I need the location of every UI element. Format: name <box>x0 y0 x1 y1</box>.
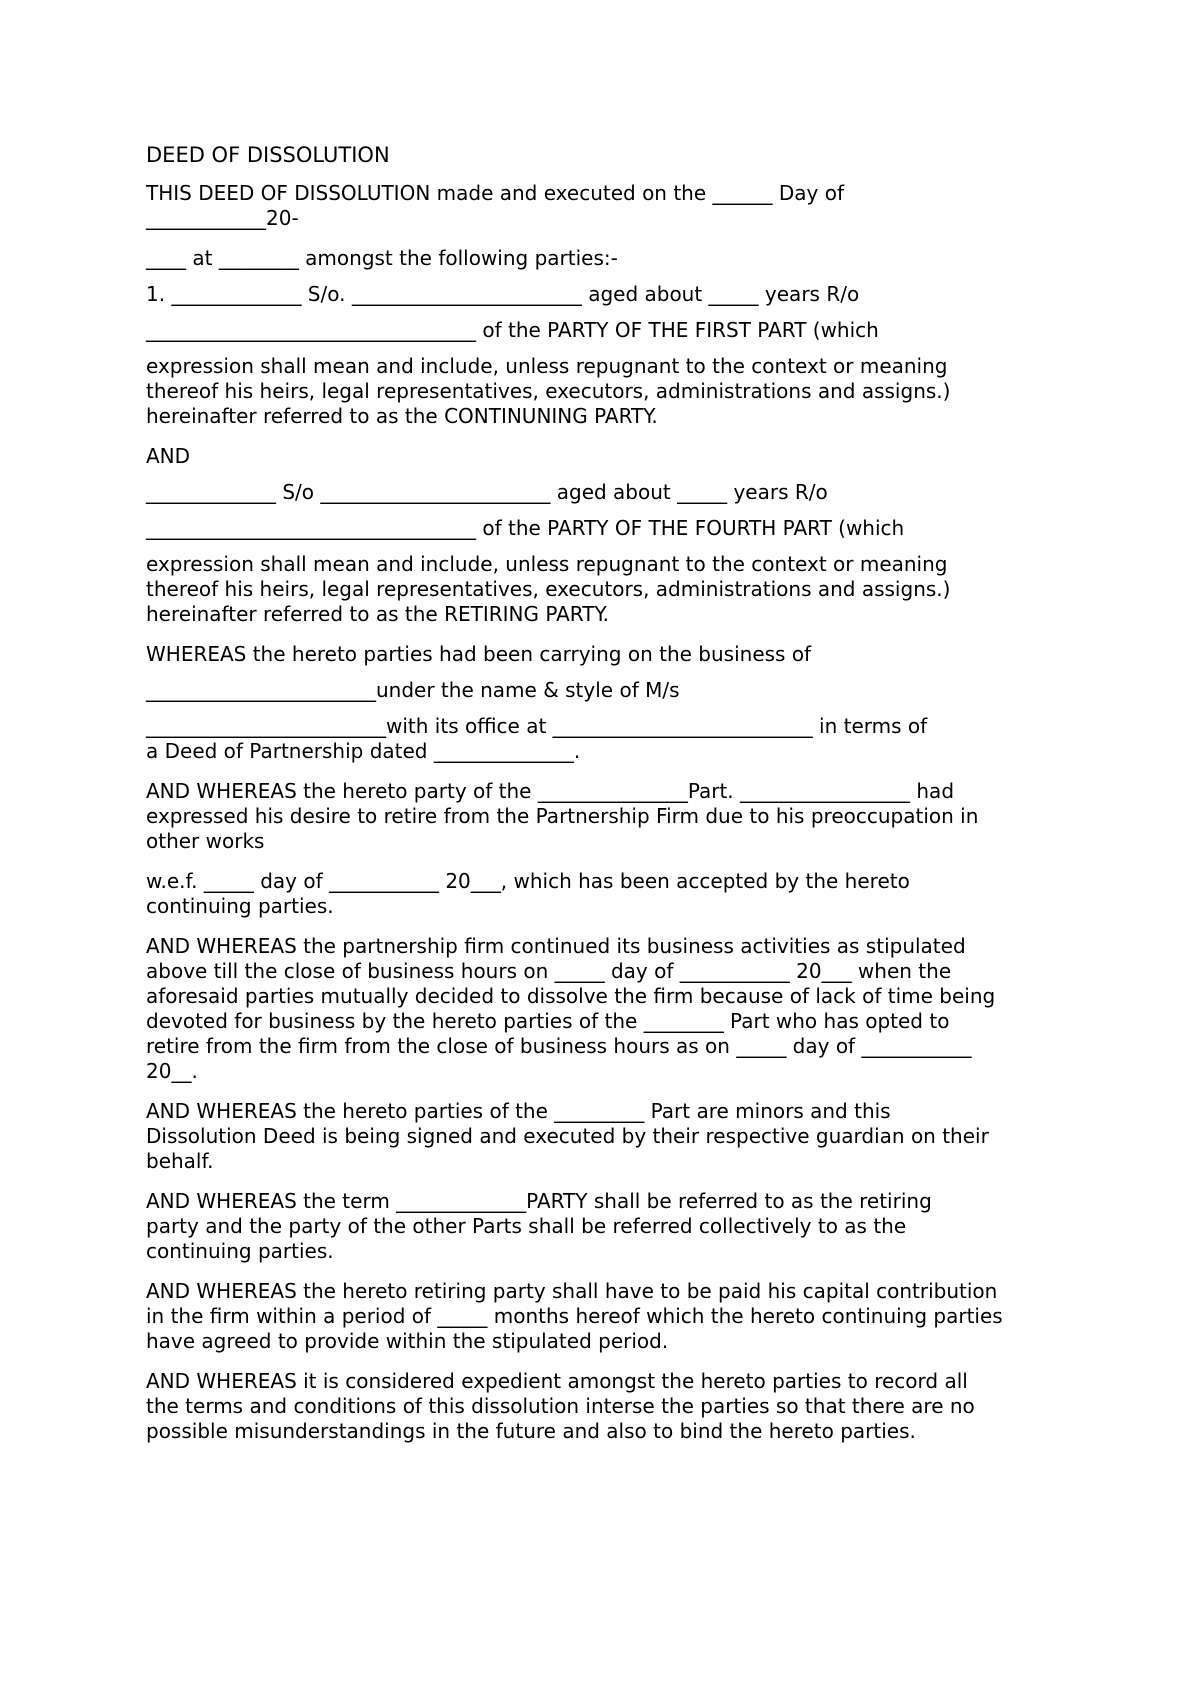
fourth-party-address-line: _________________________________ of the PARTY OF THE FOURTH PART (which <box>146 516 905 540</box>
name-style-line: _______________________under the name & style of M/s <box>146 678 680 702</box>
office-partnership-paragraph: ________________________with its office at __________________________ in terms of a Deed of Partnership dated ______________. <box>146 714 928 763</box>
place-line: ____ at ________ amongst the following parties:- <box>146 246 618 270</box>
fourth-party-line: _____________ S/o _______________________ aged about _____ years R/o <box>146 480 828 504</box>
capital-contribution-paragraph: AND WHEREAS the hereto retiring party shall have to be paid his capital contribution in the firm within a period of _____ months hereof which the hereto continuing parties have agreed to provide within the stipulated period. <box>146 1279 1003 1353</box>
document-page <box>146 143 1066 1459</box>
document-title: DEED OF DISSOLUTION <box>146 143 390 167</box>
minors-paragraph: AND WHEREAS the hereto parties of the _________ Part are minors and this Dissolution Deed is being signed and executed by their respective guardian on their behalf. <box>146 1099 989 1173</box>
first-party-address-line: _________________________________ of the PARTY OF THE FIRST PART (which <box>146 318 879 342</box>
retire-desire-paragraph: AND WHEREAS the hereto party of the _______________Part. _________________ had expressed his desire to retire from the Partnership Firm due to his preoccupation in other works <box>146 779 979 853</box>
and-separator: AND <box>146 444 191 468</box>
term-party-paragraph: AND WHEREAS the term _____________PARTY shall be referred to as the retiring party and the party of the other Parts shall be referred collectively to as the continuing parties. <box>146 1189 932 1263</box>
whereas-business-paragraph: WHEREAS the hereto parties had been carrying on the business of <box>146 642 812 666</box>
first-party-line: 1. _____________ S/o. _______________________ aged about _____ years R/o <box>146 282 860 306</box>
first-party-expression-paragraph: expression shall mean and include, unless repugnant to the context or meaning thereof his heirs, legal representatives, executors, administrations and assigns.) hereinafter referred to as the CONTINUNING PARTY. <box>146 354 951 428</box>
fourth-party-expression-paragraph: expression shall mean and include, unless repugnant to the context or meaning thereof his heirs, legal representatives, executors, administrations and assigns.) hereinafter referred to as the RETIRING PARTY. <box>146 552 951 626</box>
dissolve-decision-paragraph: AND WHEREAS the partnership firm continued its business activities as stipulated above till the close of business hours on _____ day of ___________ 20___ when the aforesaid parties mutually decided to dissolve the firm because of lack of time being devoted for business by the hereto parties of the ________ Part who has opted to retire from the firm from the close of business hours as on _____ day of ___________ 20__. <box>146 934 996 1083</box>
wef-paragraph: w.e.f. _____ day of ___________ 20___, which has been accepted by the hereto continuing parties. <box>146 869 910 918</box>
intro-paragraph: THIS DEED OF DISSOLUTION made and executed on the ______ Day of ____________20- <box>146 181 844 230</box>
record-terms-paragraph: AND WHEREAS it is considered expedient amongst the hereto parties to record all the terms and conditions of this dissolution interse the parties so that there are no possible misunderstandings in the future and also to bind the hereto parties. <box>146 1369 975 1443</box>
